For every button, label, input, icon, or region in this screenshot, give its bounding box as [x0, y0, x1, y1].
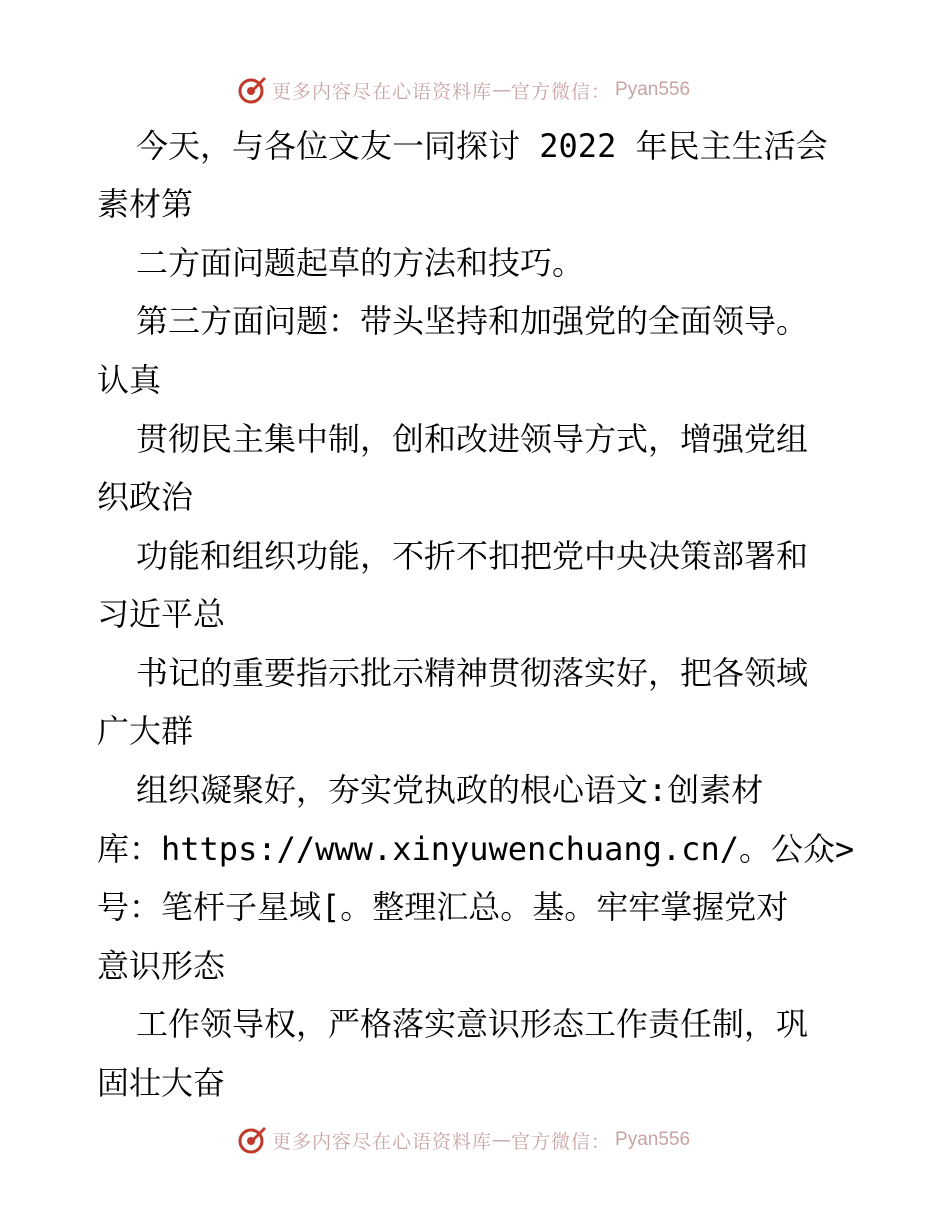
body-line: 二方面问题起草的方法和技巧。: [136, 244, 585, 282]
body-line: 组织凝聚好，夯实党执政的根心语文:创素材: [136, 771, 764, 809]
body-line: 功能和组织功能，不折不扣把党中央决策部署和: [136, 537, 809, 575]
banner-official-label: 官方微信：: [511, 1130, 612, 1153]
body-line: 工作领导权，严格落实意识形态工作责任制，巩: [136, 1005, 809, 1043]
body-line: 习近平总: [97, 595, 226, 633]
body-line: 素材第: [97, 185, 194, 223]
quill-logo-icon: [236, 1124, 268, 1156]
body-line: 固壮大奋: [97, 1064, 226, 1102]
quill-logo-icon: [236, 74, 268, 106]
banner-brand-text: 更多内容尽在心语资料库: [272, 1130, 493, 1153]
body-line: 库：https://www.xinyuwenchuang.cn/。公众>: [97, 830, 855, 868]
body-line: 今天，与各位文友一同探讨 2022 年民主生活会: [136, 127, 828, 165]
banner-official-label: 官方微信：: [511, 80, 612, 103]
body-line: 第三方面问题：带头坚持和加强党的全面领导。: [136, 302, 809, 340]
body-line: 贯彻民主集中制，创和改进领导方式，增强党组: [136, 420, 809, 458]
banner-separator: —: [492, 1129, 512, 1151]
banner-wechat-handle: Pyan556: [615, 79, 691, 100]
body-line: 广大群: [97, 712, 194, 750]
body-line: 书记的重要指示批示精神贯彻落实好，把各领域: [136, 654, 809, 692]
banner-brand-text: 更多内容尽在心语资料库: [272, 80, 493, 103]
body-line: 号：笔杆子星域[。整理汇总。基。牢牢掌握党对: [97, 888, 789, 926]
body-line: 织政治: [97, 478, 194, 516]
banner-wechat-handle: Pyan556: [615, 1129, 691, 1150]
footer-banner: [236, 1122, 690, 1158]
header-banner: [236, 72, 690, 108]
body-line: 认真: [97, 361, 162, 399]
banner-separator: —: [492, 79, 512, 101]
body-line: 意识形态: [97, 947, 226, 985]
